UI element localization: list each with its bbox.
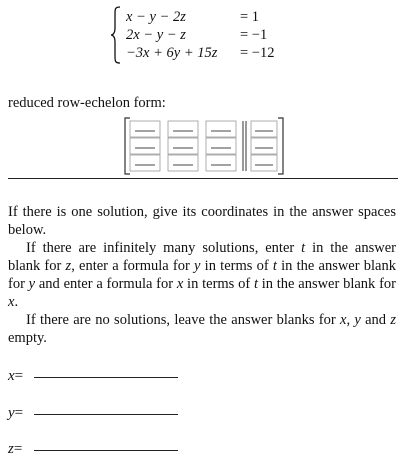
text-span: in the answer blank for <box>257 276 396 292</box>
matrix-cell-2-3[interactable] <box>206 138 236 154</box>
text-span: in the answer blank for <box>8 258 396 292</box>
equation-rhs: = −12 <box>240 45 275 61</box>
answer-z <box>8 439 178 459</box>
var-t: t <box>301 240 306 256</box>
text-span: , <box>346 312 355 328</box>
section-divider <box>8 178 398 179</box>
matrix-cell-2-2[interactable] <box>168 138 198 154</box>
var-y: y <box>354 312 361 328</box>
var-x: x <box>176 276 184 292</box>
equals-sign: = <box>14 368 24 384</box>
var-t: t <box>253 276 258 292</box>
answer-z-input[interactable] <box>34 450 178 451</box>
text-span: If there are no solutions, leave the answer blanks for <box>26 312 340 328</box>
equation-row <box>126 8 306 26</box>
answer-x <box>8 366 178 386</box>
left-brace-icon <box>110 6 122 64</box>
equation-lhs: −3x + 6y + 15z <box>126 45 218 61</box>
equation-rhs: = −1 <box>240 27 268 43</box>
text-span: . <box>14 294 19 310</box>
text-span: and <box>360 312 391 328</box>
instructions <box>8 203 396 347</box>
instructions-infinite-solutions <box>8 239 396 311</box>
answer-x-label: x <box>8 368 15 384</box>
var-z: z <box>65 258 72 274</box>
var-z: z <box>390 312 397 328</box>
equation-system <box>110 6 300 64</box>
matrix-cell-1-1[interactable] <box>130 121 160 137</box>
instructions-one-solution: If there is one solution, give its coordinates in the answer spaces below. <box>8 204 396 238</box>
text-span: and enter a formula for <box>35 276 177 292</box>
answer-y-input[interactable] <box>34 414 178 415</box>
text-span: empty. <box>8 330 47 346</box>
matrix-cell-1-3[interactable] <box>206 121 236 137</box>
var-x: x <box>340 312 347 328</box>
matrix-cell-1-4[interactable] <box>251 121 277 137</box>
answer-z-label: z <box>8 441 14 457</box>
matrix-cell-2-4[interactable] <box>251 138 277 154</box>
equation-row <box>126 44 306 62</box>
matrix-cell-3-1[interactable] <box>130 155 160 171</box>
matrix-cell-3-4[interactable] <box>251 155 277 171</box>
answer-y-label: y <box>8 405 15 421</box>
text-span: , enter a formula for <box>71 258 195 274</box>
text-span: in terms of <box>183 276 254 292</box>
equals-sign: = <box>14 405 24 421</box>
var-t: t <box>272 258 277 274</box>
rref-matrix <box>124 117 284 175</box>
rref-label: reduced row-echelon form: <box>8 95 166 111</box>
equation-rhs: = 1 <box>240 9 260 25</box>
text-span: If there are infinitely many solutions, enter <box>26 240 302 256</box>
var-x: x <box>8 294 15 310</box>
instructions-no-solutions <box>8 311 396 347</box>
matrix-cell-2-1[interactable] <box>130 138 160 154</box>
text-span: in the answer blank for <box>8 240 396 274</box>
matrix-cell-3-2[interactable] <box>168 155 198 171</box>
equation-lhs: 2x − y − z <box>126 27 186 43</box>
answer-y <box>8 403 178 423</box>
equation-lhs: x − y − 2z <box>126 9 186 25</box>
rref-matrix-grid <box>124 117 284 175</box>
matrix-left-bracket <box>125 118 130 174</box>
text-span: in terms of <box>200 258 273 274</box>
answer-x-input[interactable] <box>34 377 178 378</box>
matrix-cell-3-3[interactable] <box>206 155 236 171</box>
equation-row <box>126 26 306 44</box>
matrix-cell-1-2[interactable] <box>168 121 198 137</box>
var-y: y <box>194 258 201 274</box>
var-y: y <box>28 276 36 292</box>
matrix-right-bracket <box>278 118 283 174</box>
equals-sign: = <box>13 441 23 457</box>
